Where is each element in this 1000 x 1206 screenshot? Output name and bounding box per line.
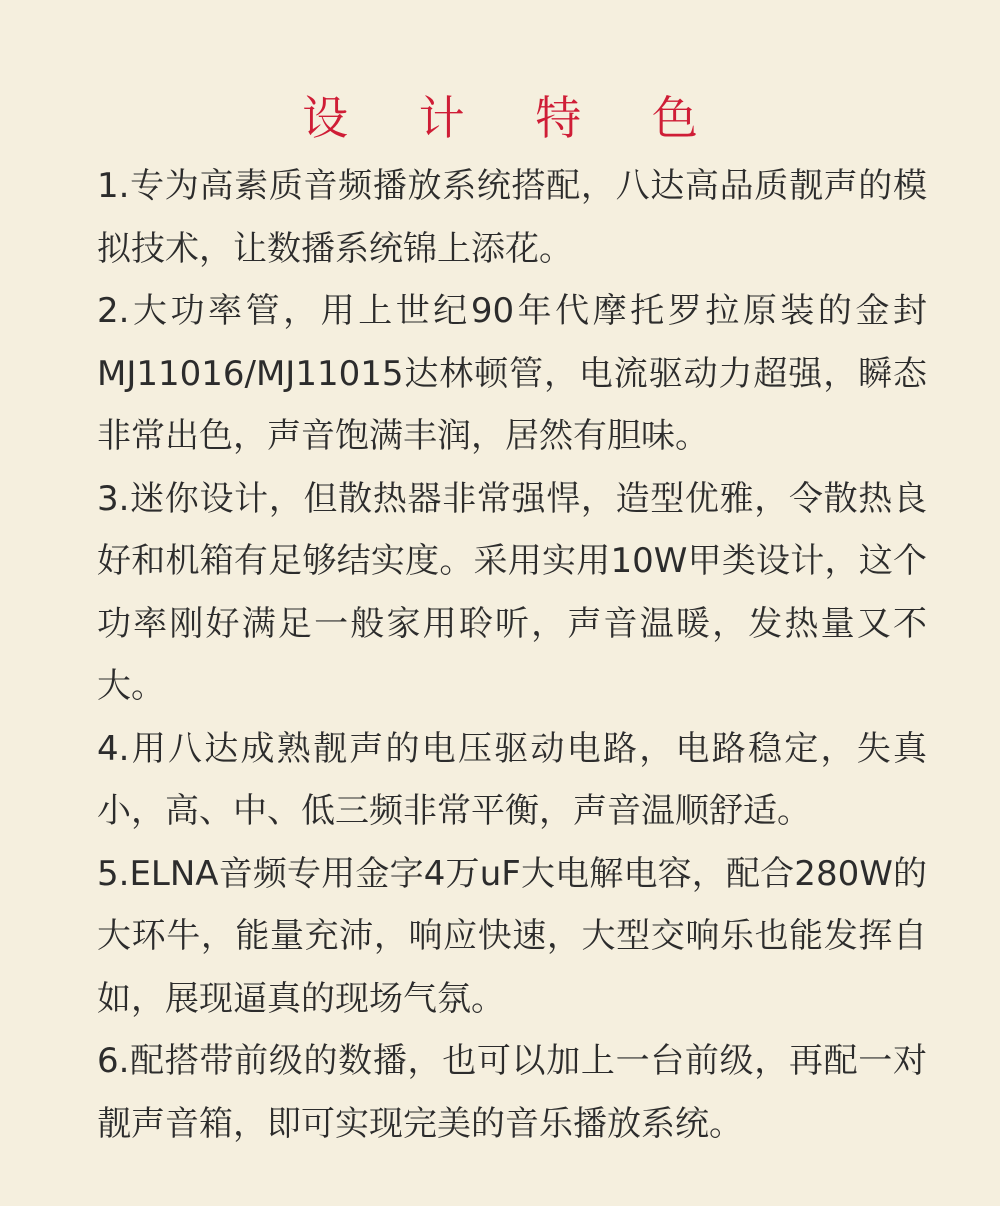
section-title: 设 计 特 色 xyxy=(302,91,726,145)
feature-item-5: 5.ELNA音频专用金字4万uF大电解电容，配合280W的大环牛，能量充沛，响应快速，大型交响乐也能发挥自如，展现逼真的现场气氛。 xyxy=(97,853,927,1019)
feature-item-1: 1.专为高素质音频播放系统搭配，八达高品质靓声的模拟技术，让数播系统锦上添花。 xyxy=(97,166,927,269)
feature-list xyxy=(97,155,927,1155)
feature-item-6: 6.配搭带前级的数播，也可以加上一台前级，再配一对靓声音箱，即可实现完美的音乐播放系统。 xyxy=(97,1041,927,1144)
feature-item-3: 3.迷你设计，但散热器非常强悍，造型优雅，令散热良好和机箱有足够结实度。采用实用10W甲类设计，这个功率刚好满足一般家用聆听，声音温暖，发热量又不大。 xyxy=(97,478,927,706)
feature-item-2: 2.大功率管，用上世纪90年代摩托罗拉原装的金封MJ11016/MJ11015达林顿管，电流驱动力超强，瞬态非常出色，声音饱满丰润，居然有胆味。 xyxy=(97,291,927,456)
feature-item-4: 4.用八达成熟靓声的电压驱动电路，电路稳定，失真小，高、中、低三频非常平衡，声音温顺舒适。 xyxy=(97,728,927,831)
